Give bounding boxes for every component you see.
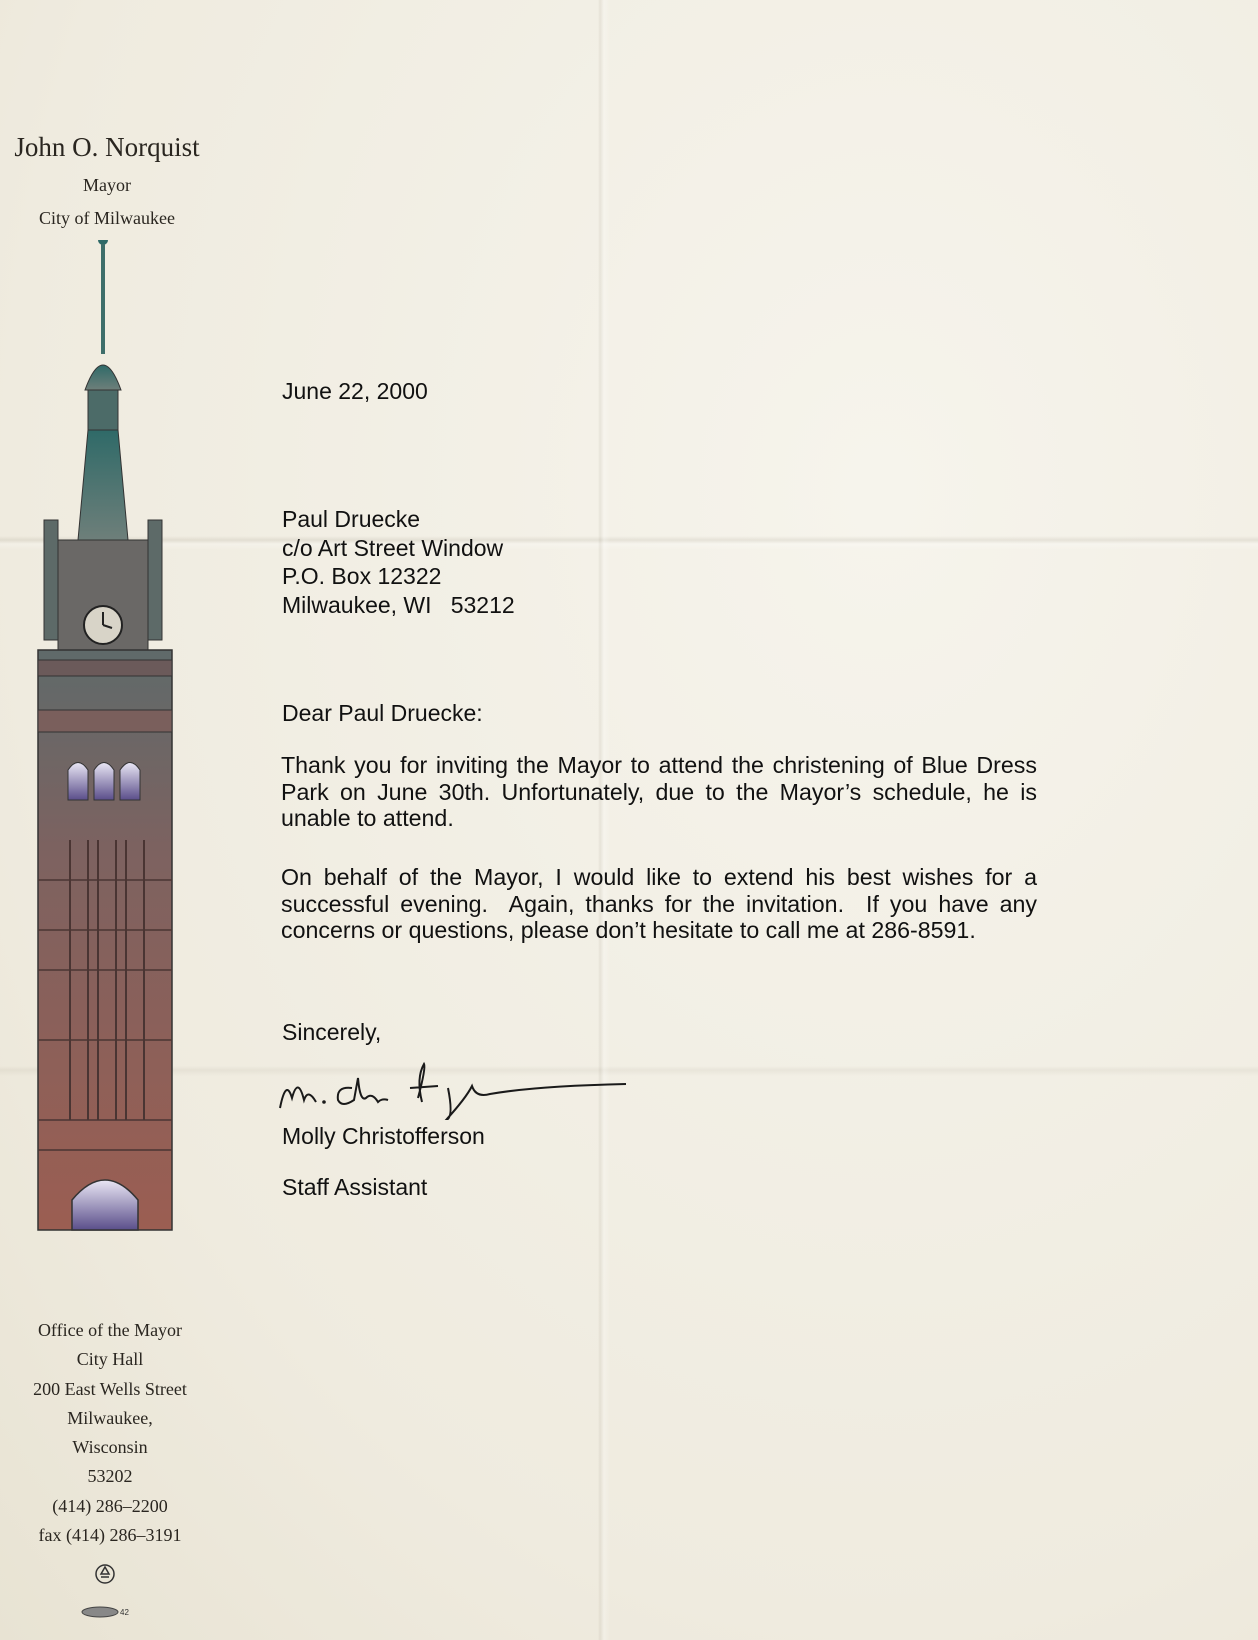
letter-date: June 22, 2000: [282, 378, 428, 404]
recipient-line: Paul Druecke: [282, 506, 421, 532]
recipient-line: Milwaukee, WI 53212: [282, 591, 515, 618]
recipient-address: [282, 505, 515, 619]
union-bug-number: 42: [120, 1608, 129, 1617]
letterhead-title: Mayor: [83, 175, 131, 195]
body-paragraph: On behalf of the Mayor, I would like to extend his best wishes for a successful evening. Again, thanks for the invitation. If you have any concerns or questions, please don’t hesitate to call me at 286-8591.: [281, 864, 1044, 943]
office-line: Milwaukee,: [67, 1407, 153, 1428]
office-address-block: [0, 1316, 220, 1550]
recipient-line: P.O. Box 12322: [282, 563, 442, 590]
recipient-line: c/o Art Street Window: [282, 534, 504, 561]
signer-name: Molly Christofferson: [282, 1123, 485, 1149]
signer-title: Staff Assistant: [282, 1174, 428, 1200]
union-bug-icon: [80, 1605, 136, 1619]
office-line: Office of the Mayor: [37, 1320, 183, 1340]
salutation: Dear Paul Druecke:: [282, 700, 483, 726]
handwritten-signature: [276, 1058, 646, 1120]
office-line: 53202: [87, 1466, 133, 1487]
closing: Sincerely,: [282, 1019, 382, 1045]
office-line: Wisconsin: [72, 1437, 148, 1458]
letterhead-name: John O. Norquist: [14, 132, 200, 162]
office-line: 200 East Wells Street: [33, 1378, 187, 1399]
city-hall-tower-illustration: [30, 240, 190, 1290]
office-line: (414) 286–2200: [52, 1495, 168, 1516]
office-line: City Hall: [76, 1349, 144, 1370]
recycle-icon: [94, 1563, 116, 1585]
letterhead-city: City of Milwaukee: [39, 208, 175, 228]
body-paragraph: Thank you for inviting the Mayor to attend the christening of Blue Dress Park on June 30th. Unfortunately, due to the Mayor’s schedule, he is unable to attend.: [281, 752, 1037, 831]
office-line: fax (414) 286–3191: [38, 1525, 182, 1546]
